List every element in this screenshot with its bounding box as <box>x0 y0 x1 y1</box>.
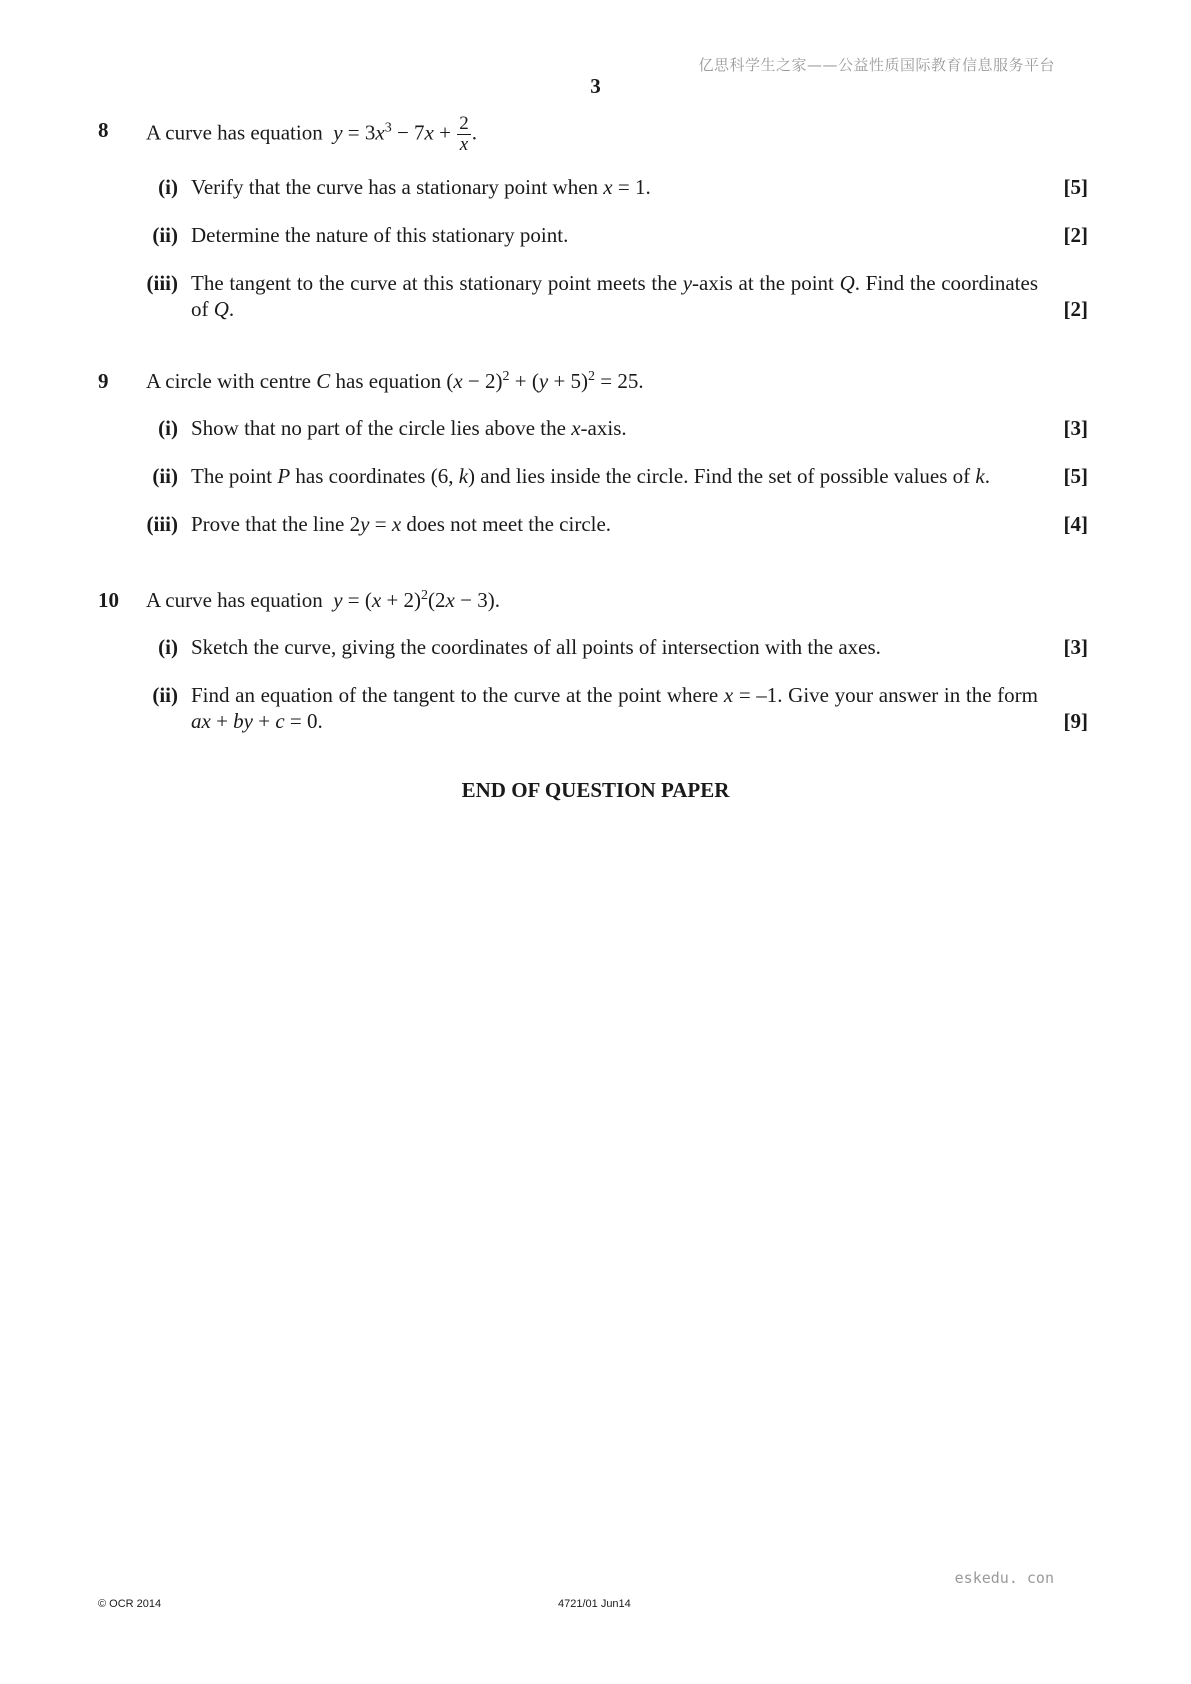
question-number: 8 <box>98 118 109 142</box>
marks: [2] <box>1063 297 1088 321</box>
question-10 <box>98 588 1088 734</box>
part-8-ii: (ii) Determine the nature of this stationary point. [2] <box>152 223 1088 247</box>
part-10-i: (i) Sketch the curve, giving the coordinates of all points of intersection with the axes. [3] <box>158 635 1088 659</box>
question-stem: A curve has equation $y = (x + 2)^2(2x - 3)$. <box>146 588 500 612</box>
marks: [2] <box>1063 223 1088 247</box>
marks: [9] <box>1063 709 1088 733</box>
marks: [4] <box>1063 512 1088 536</box>
footer-paper-code: 4721/01 Jun14 <box>558 1598 631 1610</box>
question-8 <box>98 113 1088 322</box>
page-number: 3 <box>590 74 601 98</box>
marks: [3] <box>1063 635 1088 659</box>
fraction: $\frac{2}{x}$ <box>459 113 469 155</box>
part-8-i: (i) Verify that the curve has a stationary point when x = 1. [5] <box>158 175 1088 199</box>
question-number: 9 <box>98 369 109 393</box>
watermark-text: 亿思科学生之家——公益性质国际教育信息服务平台 <box>698 56 1055 74</box>
footer-site: eskedu. con <box>954 1569 1054 1587</box>
question-stem: A curve has equation $y = 3x^3 - 7x$ + $\frac{2}{x}$ . <box>146 113 477 155</box>
part-9-ii: (ii) The point P has coordinates (6, k) and lies inside the circle. Find the set of possible values of k. [5] <box>152 464 1088 488</box>
question-9 <box>98 369 1088 537</box>
part-9-i: (i) Show that no part of the circle lies above the x-axis. [3] <box>158 416 1088 440</box>
question-number: 10 <box>98 588 119 612</box>
end-of-paper: END OF QUESTION PAPER <box>461 778 730 802</box>
marks: [3] <box>1063 416 1088 440</box>
marks: [5] <box>1063 464 1088 488</box>
question-stem: A circle with centre C has equation $(x - 2)^2 + (y + 5)^2 = 25$. <box>146 369 644 393</box>
part-10-ii: (ii) Find an equation of the tangent to the curve at the point where x = –1. Give your answer in the form ax + by + c = 0. [9] <box>152 683 1088 733</box>
part-9-iii: (iii) Prove that the line 2y = x does not meet the circle. [4] <box>146 512 1088 536</box>
marks: [5] <box>1063 175 1088 199</box>
part-8-iii: (iii) The tangent to the curve at this stationary point meets the y-axis at the point Q. Find the coordinates of Q. [2] <box>146 271 1088 321</box>
footer-copyright: © OCR 2014 <box>98 1598 162 1610</box>
